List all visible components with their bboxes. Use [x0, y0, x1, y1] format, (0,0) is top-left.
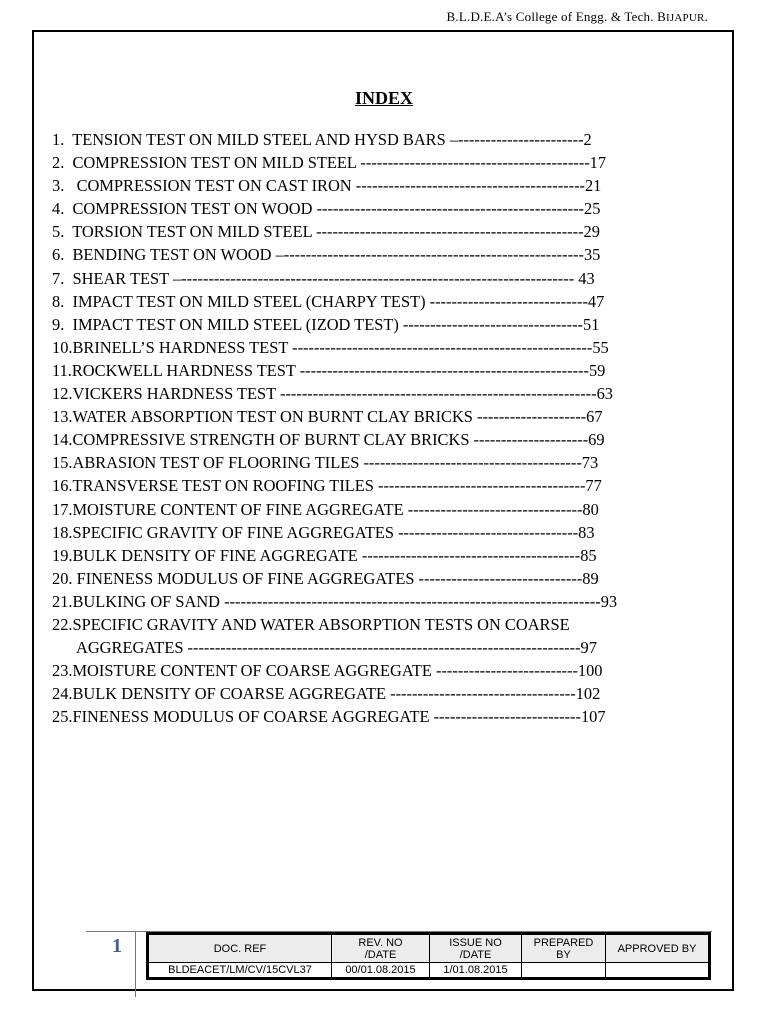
toc-entry: 14.COMPRESSIVE STRENGTH OF BURNT CLAY BRICKS ---------------------69	[52, 430, 605, 450]
toc-entry: 4. COMPRESSION TEST ON WOOD -------------------------------------------------25	[52, 199, 601, 219]
header-cell-doc-ref: DOC. REF	[149, 935, 332, 963]
footer-rule	[86, 931, 712, 932]
page-header	[447, 9, 708, 25]
header-text: B.L.D.E.A’s College of Engg. & Tech. B	[446, 9, 667, 24]
toc-entry-continuation: AGGREGATES ------------------------------------------------------------------------97	[76, 638, 597, 658]
doc-ref-header-row	[149, 935, 709, 963]
toc-entry: 21.BULKING OF SAND ---------------------------------------------------------------------93	[52, 591, 618, 611]
header-end: .	[704, 9, 708, 24]
toc-entry: 7. SHEAR TEST –------------------------------------------------------------------------ 43	[52, 268, 595, 288]
value-cell-doc-ref: BLDEACET/LM/CV/15CVL37	[149, 963, 332, 978]
table-of-contents	[52, 128, 692, 728]
toc-entry: 1. TENSION TEST ON MILD STEEL AND HYSD BARS –-----------------------2	[52, 130, 592, 149]
toc-entry: 10.BRINELL’S HARDNESS TEST -------------------------------------------------------55	[52, 337, 609, 357]
toc-entry: 3. COMPRESSION TEST ON CAST IRON ------------------------------------------21	[52, 176, 602, 196]
page-number: 1	[112, 935, 122, 957]
toc-entry: 22.SPECIFIC GRAVITY AND WATER ABSORPTION TESTS ON COARSE	[52, 614, 570, 634]
footer-divider	[135, 931, 136, 997]
toc-entry: 15.ABRASION TEST OF FLOORING TILES ----------------------------------------73	[52, 453, 599, 473]
header-small-caps: IJAPUR	[666, 12, 705, 24]
index-title: INDEX	[354, 88, 413, 108]
toc-entry: 2. COMPRESSION TEST ON MILD STEEL ------------------------------------------17	[52, 153, 607, 173]
value-cell-approved-by	[606, 963, 709, 978]
toc-entry: 25.FINENESS MODULUS OF COARSE AGGREGATE ---------------------------107	[52, 707, 606, 727]
toc-entry: 19.BULK DENSITY OF FINE AGGREGATE ----------------------------------------85	[52, 545, 597, 565]
toc-entry-continued	[52, 636, 692, 659]
toc-entry: 24.BULK DENSITY OF COARSE AGGREGATE ----------------------------------102	[52, 684, 601, 704]
toc-entry: 13.WATER ABSORPTION TEST ON BURNT CLAY BRICKS --------------------67	[52, 407, 603, 427]
value-cell-prepared-by	[522, 963, 606, 978]
toc-entry: 20. FINENESS MODULUS OF FINE AGGREGATES ------------------------------89	[52, 568, 599, 588]
value-cell-rev-no: 00/01.08.2015	[332, 963, 430, 978]
header-cell-approved-by: APPROVED BY	[606, 935, 709, 963]
header-cell-prepared-by: PREPARED BY	[522, 935, 606, 963]
toc-entry: 9. IMPACT TEST ON MILD STEEL (IZOD TEST) ---------------------------------51	[52, 314, 600, 334]
header-cell-rev-no: REV. NO /DATE	[332, 935, 430, 963]
document-reference-table	[148, 934, 709, 978]
toc-entry: 23.MOISTURE CONTENT OF COARSE AGGREGATE --------------------------100	[52, 661, 603, 681]
value-cell-issue-no: 1/01.08.2015	[430, 963, 522, 978]
toc-entry: 16.TRANSVERSE TEST ON ROOFING TILES --------------------------------------77	[52, 476, 602, 496]
doc-ref-value-row	[149, 963, 709, 978]
toc-entry: 6. BENDING TEST ON WOOD –-------------------------------------------------------35	[52, 245, 601, 265]
toc-entry: 12.VICKERS HARDNESS TEST ----------------------------------------------------------63	[52, 384, 613, 404]
header-cell-issue-no: ISSUE NO /DATE	[430, 935, 522, 963]
toc-entry: 18.SPECIFIC GRAVITY OF FINE AGGREGATES ---------------------------------83	[52, 522, 595, 542]
toc-entry: 17.MOISTURE CONTENT OF FINE AGGREGATE --------------------------------80	[52, 499, 599, 519]
toc-entry: 8. IMPACT TEST ON MILD STEEL (CHARPY TEST) -----------------------------47	[52, 291, 605, 311]
toc-entry: 11.ROCKWELL HARDNESS TEST -----------------------------------------------------59	[52, 360, 606, 380]
toc-entry: 5. TORSION TEST ON MILD STEEL -------------------------------------------------29	[52, 222, 600, 242]
